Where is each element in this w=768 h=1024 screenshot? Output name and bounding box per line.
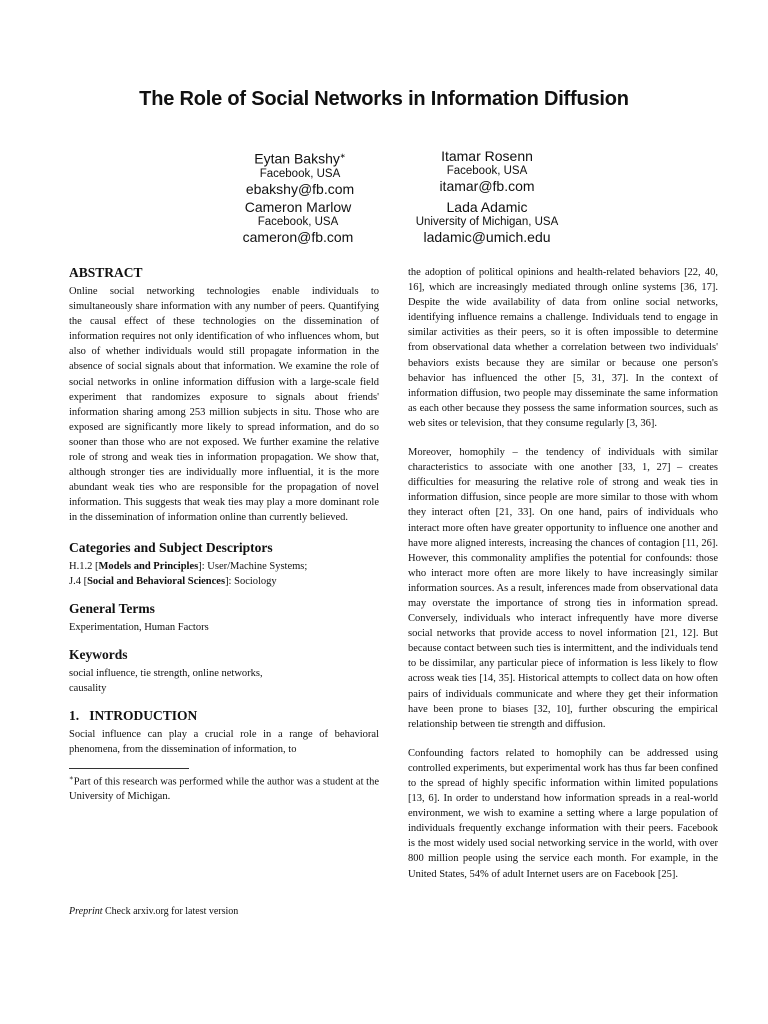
author-email: cameron@fb.com <box>242 229 354 245</box>
author-email: ladamic@umich.edu <box>423 229 551 245</box>
abstract-text: Online social networking technologies enable individuals to simultaneously share information with any number of peers. Quantifying the causal effect of these technologies on the dissemination of information requires not only identification of who influences whom, but also of whether individuals would still propagate information in the absence of social signals about that information. We examine the role of social networks in online information diffusion with a large-scale field experiment that randomizes exposure to signals about friends' information sharing among 253 million subjects in situ. Those who are exposed are significantly more likely to spread information, and do so sooner than those who are not exposed. We further examine the relative role of strong and weak ties in information propagation. We show that, although stronger ties are individually more influential, it is the more abundant weak ties who are responsible for the propagation of novel information. This suggests that weak ties may play a more dominant role in the dissemination of information online than currently believed. <box>69 286 379 524</box>
general-terms-heading: General Terms <box>69 600 155 616</box>
body-paragraph: Moreover, homophily – the tendency of individuals with similar characteristics to associate with one another [33, 1, 27] – creates difficulties for measuring the relative role of strong and weak ties in information diffusion, since people are more similar to those with whom they interact often [21, 33]. On one hand, pairs of individuals who interact more often have greater opportunity to influence one another and have more aligned interests, increasing the chances of contagion [11, 26]. However, this commonality amplifies the potential for confounds: those who interact more often are more likely to have increasingly similar information sources. As a result, inferences made from observational data may overstate the importance of strong ties in information spread. Conversely, individuals who interact infrequently have more diverse social networks that provide access to novel information [21, 12]. But because contact between such ties is intermittent, and the individuals tend to be dissimilar, any particular piece of information is less likely to flow across weak ties [14, 35]. Historical attempts to collect data on how often pairs of individuals communicate and where they get their information have been prone to biases [32, 10], further obscuring the empirical relationship between tie strength and diffusion. <box>408 447 718 730</box>
abstract-heading: ABSTRACT <box>69 265 143 280</box>
right-column <box>408 265 718 896</box>
author-name: Eytan Bakshy <box>254 150 340 167</box>
author-name: Lada Adamic <box>446 199 528 215</box>
author-block <box>367 199 607 245</box>
body-paragraph: the adoption of political opinions and health-related behaviors [22, 40, 16], which are increasingly mediated through online systems [36, 17]. Despite the wide availability of data from online social networks, identifying influence remains a challenge. Individuals tend to engage in similar activities as their peers, so it is often impossible to determine from observational data whether a correlation between two individuals' behaviors exists because they are similar or because one person's behavior has influenced the other [5, 31, 37]. In the context of information diffusion, two people may disseminate the same information as each other because they possess the same information sources, such as web sites or television, that they consume regularly [3, 36]. <box>408 267 718 429</box>
author-email: ebakshy@fb.com <box>245 180 355 197</box>
keywords-line: social influence, tie strength, online networks, <box>69 667 263 679</box>
keywords-heading: Keywords <box>69 646 128 662</box>
author-name: Cameron Marlow <box>244 199 352 215</box>
author-name: Itamar Rosenn <box>441 148 533 164</box>
author-affiliation: Facebook, USA <box>446 165 528 177</box>
footnote-mark: ∗ <box>69 774 74 782</box>
preprint-note: Preprint Check arxiv.org for latest version <box>69 906 239 917</box>
footnote-text: Part of this research was performed while the author was a student at the University of Michigan. <box>69 776 379 802</box>
general-terms-text: Experimentation, Human Factors <box>69 621 209 633</box>
author-email: itamar@fb.com <box>439 178 535 194</box>
left-column <box>69 265 379 757</box>
introduction-text: Social influence can play a crucial role in a range of behavioral phenomena, from the dissemination of information, to <box>69 728 379 755</box>
paper-title: The Role of Social Networks in Information Diffusion <box>139 88 629 110</box>
footnote-divider <box>69 768 189 769</box>
author-affiliation: Facebook, USA <box>259 167 341 180</box>
footnote-mark: ∗ <box>339 153 346 160</box>
categories-heading: Categories and Subject Descriptors <box>69 539 273 555</box>
author-block <box>200 148 400 197</box>
category-line: J.4 [Social and Behavioral Sciences]: Sociology <box>69 575 277 587</box>
introduction-heading: 1. INTRODUCTION <box>69 707 198 723</box>
footnote <box>69 771 379 804</box>
category-line: H.1.2 [Models and Principles]: User/Machine Systems; <box>69 560 308 572</box>
body-paragraph: Confounding factors related to homophily can be addressed using controlled experiments, but experimental work has thus far been confined to the spread of highly specific information within limited populations [13, 6]. In order to understand how information spreads in a real-world environment, we wish to examine a setting where a large population of individuals frequently exchange information with their peers. Facebook is the most widely used social networking service in the world, with over 800 million people using the service each month. For example, in the United States, 54% of adult Internet users are on Facebook [25]. <box>408 747 718 880</box>
author-affiliation: University of Michigan, USA <box>415 216 559 228</box>
author-affiliation: Facebook, USA <box>257 216 339 228</box>
author-block <box>387 148 587 194</box>
keywords-line: causality <box>69 682 107 694</box>
